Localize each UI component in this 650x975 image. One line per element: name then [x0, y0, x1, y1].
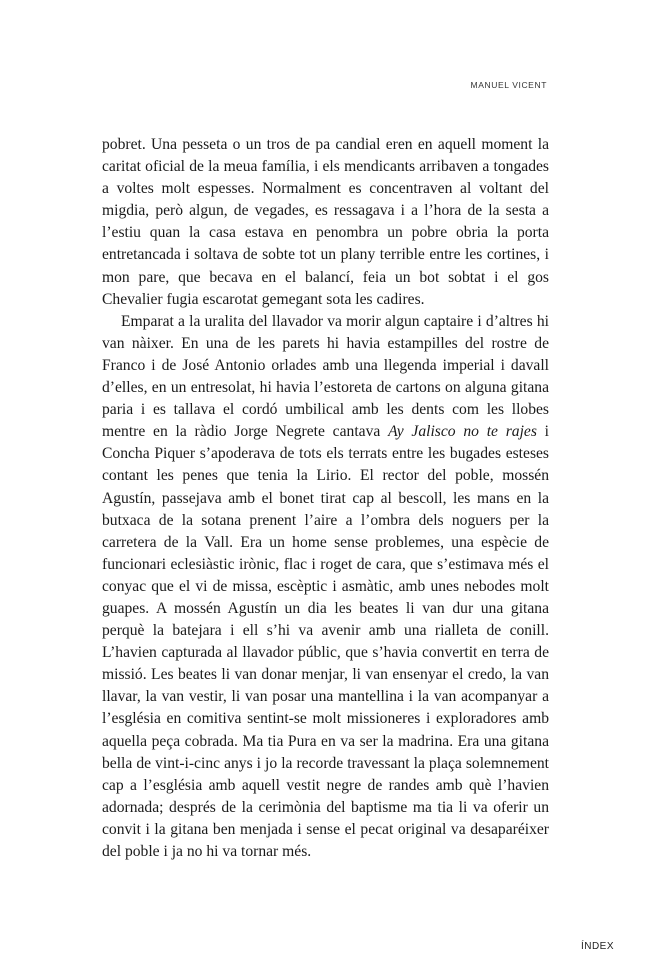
song-title: Ay Jalisco no te rajes	[388, 423, 537, 441]
body-text	[102, 134, 549, 863]
running-head: MANUEL VICENT	[470, 80, 547, 90]
paragraph-2-text-b: i Concha Piquer s’apoderava de tots els terrats entre les bugades esteses contant les penes que tenia la Lirio. El rector del poble, mossén Agustín, passejava amb el bonet tirat cap al bescoll, les mans en la butxaca de la sotana prenent l’aire a l’ombra dels noguers per la carretera de la Vall. Era un home sense problemes, una espècie de funcionari eclesiàstic irònic, flac i roget de cara, que s’estimava més el conyac que el vi de missa, escèptic i asmàtic, amb unes nebodes molt guapes. A mossén Agustín un dia les beates li van dur una gitana perquè la batejara i ell s’hi va avenir amb una rialleta de conill. L’havien capturada al llavador públic, que s’havia convertit en terra de missió. Les beates li van donar menjar, li van ensenyar el credo, la van llavar, la van vestir, li van posar una mantellina i la van acompanyar a l’església en comitiva sentint-se molt missioneres i exploradores amb aquella peça cobrada. Ma tia Pura en va ser la madrina. Era una gitana bella de vint-i-cinc anys i jo la recorde travessant la plaça solemnement cap a l’església amb aquell vestit negre de randes amb què l’havien adornada; després de la cerimònia del baptisme ma tia li va oferir un convit i la gitana ben menjada i sense el pecat original va desaparéixer del poble i ja no hi va tornar més.	[102, 423, 550, 860]
paragraph-2	[102, 311, 549, 863]
paragraph-1: pobret. Una pesseta o un tros de pa candial eren en aquell moment la caritat oficial de la meua família, i els mendicants arribaven a tongades a voltes molt espesses. Normalment es concentraven al voltant del migdia, però algun, de vegades, es ressagava i a l’hora de la sesta a l’estiu quan la casa estava en penombra un pobre obria la porta entretancada i soltava de sobte tot un plany terrible entre les cortines, i mon pare, que becava en el balancí, feia un bot sobtat i el gos Chevalier fugia escarotat gemegant sota les cadires.	[102, 136, 549, 308]
paragraph-2-text-a: Emparat a la uralita del llavador va morir algun captaire i d’altres hi van nàixer. En una de les parets hi havia estampilles del rostre de Franco i de José Antonio orlades amb una llegenda imperial i davall d’elles, en un entresolat, hi havia l’estoreta de cartons on alguna gitana paria i es tallava el cordó umbilical amb les dents com les llobes mentre en la ràdio Jorge Negrete cantava	[102, 312, 549, 441]
index-link[interactable]: ÍNDEX	[580, 941, 614, 952]
